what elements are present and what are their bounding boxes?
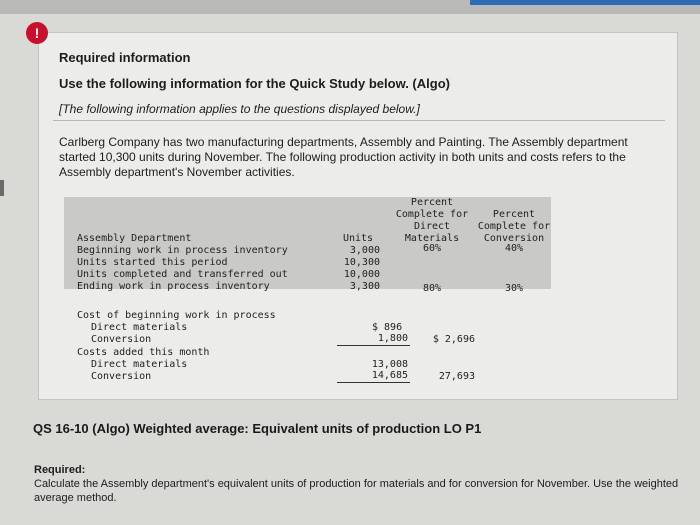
cost-added-header: Costs added this month [77,347,210,358]
beg-conversion-label: Conversion [91,334,152,345]
question-title: QS 16-10 (Algo) Weighted average: Equivalent units of production LO P1 [33,421,482,436]
add-materials-value: 13,008 [371,359,408,370]
intro-paragraph: Carlberg Company has two manufacturing departments, Assembly and Painting. The Assembly department started 10,300 units during November. The following production activity in both units and costs refers to the Assembly department's November activities. [59,135,628,179]
row-units: 3,000 [349,245,380,256]
use-following-heading: Use the following information for the Quick Study below. (Algo) [59,76,450,91]
add-total: 27,693 [438,371,475,382]
add-conversion-label: Conversion [91,371,152,382]
top-accent-bar [470,0,700,5]
cost-beginning-header: Cost of beginning work in process [77,310,276,321]
row-conversion-pct: 40% [504,243,524,254]
row-conversion-pct: 30% [504,283,524,294]
add-conversion-value: 14,685 [337,370,410,383]
required-information-card [38,32,678,400]
pct-conversion-header-2: Complete for [477,221,551,232]
row-materials-pct: 80% [422,283,442,294]
row-label: Units completed and transferred out [77,269,288,280]
row-label: Beginning work in process inventory [77,245,288,256]
applies-note: [The following information applies to the questions displayed below.] [59,102,420,116]
units-header: Units [342,233,374,244]
row-label: Ending work in process inventory [77,281,270,292]
pct-materials-header-4: Materials [404,233,460,244]
row-label: Units started this period [77,257,228,268]
alert-icon: ! [26,22,48,44]
pct-conversion-header-3: Conversion [483,233,545,244]
row-materials-pct: 60% [422,243,442,254]
pct-conversion-header-1: Percent [492,209,536,220]
add-materials-label: Direct materials [91,359,188,370]
question-instruction: Calculate the Assembly department's equivalent units of production for materials and for conversion for November. Use the weighted average method. [34,478,679,504]
pct-materials-header-1: Percent [410,197,454,208]
beg-materials-label: Direct materials [91,322,188,333]
row-units: 10,300 [343,257,380,268]
dept-header: Assembly Department [77,233,192,244]
beg-total: $ 2,696 [432,334,475,345]
row-units: 3,300 [349,281,380,292]
pct-materials-header-3: Direct [413,221,451,232]
row-units: 10,000 [343,269,380,280]
required-information-title: Required information [59,50,191,65]
pct-materials-header-2: Complete for [395,209,469,220]
beg-conversion-value: 1,800 [337,333,410,346]
required-label: Required: [34,464,86,476]
beg-materials-value: $ 896 [372,322,403,333]
left-edge-tab [0,180,4,196]
divider [53,120,665,121]
